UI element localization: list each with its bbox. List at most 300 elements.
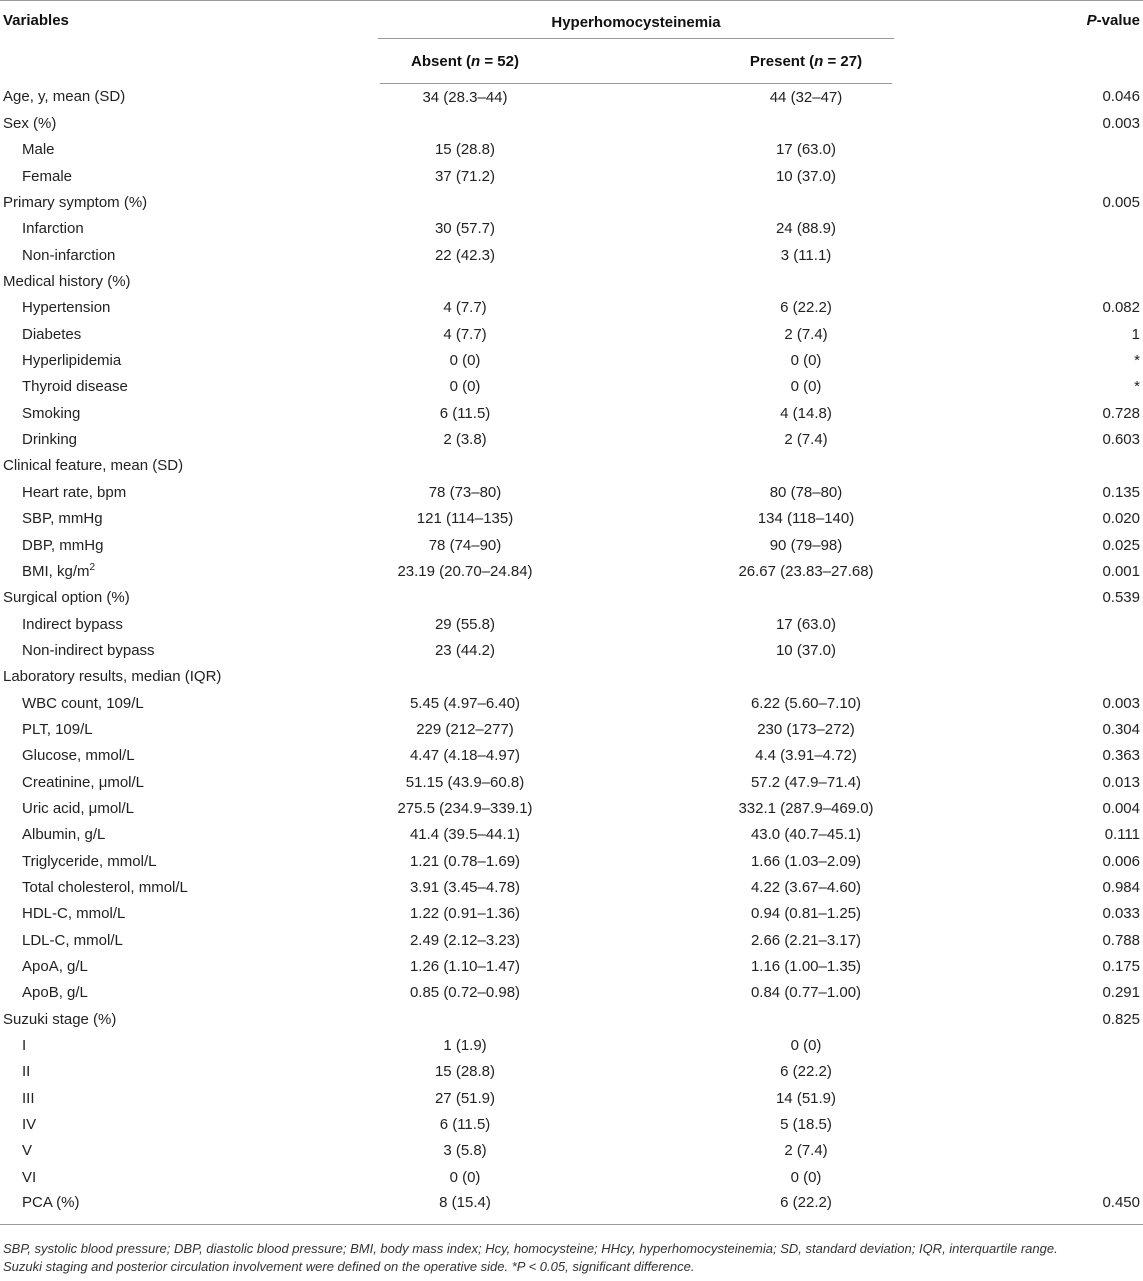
- row-present-value: 26.67 (23.83–27.68): [738, 562, 874, 580]
- table-row: [0, 690, 1143, 716]
- row-spacer: [550, 216, 720, 242]
- row-label: [0, 585, 380, 611]
- row-present-value: [720, 268, 892, 294]
- header-absent-n: n: [471, 52, 481, 70]
- row-present-value: 80 (78–80): [769, 483, 843, 501]
- row-spacer: [550, 585, 720, 611]
- row-label: [0, 137, 380, 163]
- row-label: [0, 374, 380, 400]
- row-spacer: [550, 1111, 720, 1137]
- row-label-text: LDL-C, mmol/L: [22, 931, 123, 949]
- row-spacer: [550, 137, 720, 163]
- row-present-value: 10 (37.0): [775, 641, 837, 659]
- row-label: [0, 953, 380, 979]
- table-row: [0, 321, 1143, 347]
- row-label: [0, 532, 380, 558]
- row-absent-value: 1.26 (1.10–1.47): [409, 958, 521, 976]
- row-label-text: Male: [22, 141, 55, 159]
- row-label: [0, 901, 380, 927]
- table-row: [0, 532, 1143, 558]
- row-label-text: I: [22, 1037, 27, 1055]
- table-row: [0, 743, 1143, 769]
- row-label-text: III: [22, 1089, 35, 1107]
- row-spacer: [550, 980, 720, 1006]
- header-group: [380, 1, 892, 40]
- row-absent-value: 4.47 (4.18–4.97): [409, 747, 521, 765]
- row-label-text: HDL-C, mmol/L: [22, 905, 126, 923]
- table-row: [0, 611, 1143, 637]
- row-p-value: [892, 1032, 1143, 1058]
- row-p-value: 0.001: [1102, 562, 1140, 580]
- row-spacer: [550, 532, 720, 558]
- header-absent-label: Absent (: [411, 52, 472, 70]
- table-row: [0, 558, 1143, 584]
- row-spacer: [550, 374, 720, 400]
- row-spacer: [550, 479, 720, 505]
- row-label: [0, 426, 380, 452]
- header-absent: [380, 39, 550, 84]
- table-row: [0, 110, 1143, 136]
- row-p-value: 0.033: [1102, 905, 1140, 923]
- row-p-value: *: [1134, 352, 1140, 370]
- table-row: [0, 716, 1143, 742]
- row-p-value: *: [1134, 378, 1140, 396]
- row-p-value: 0.006: [1102, 852, 1140, 870]
- table-row: [0, 506, 1143, 532]
- row-absent-value: 3.91 (3.45–4.78): [409, 878, 521, 896]
- row-absent-value: [380, 268, 550, 294]
- table-row: [0, 1006, 1143, 1032]
- table-row: [0, 874, 1143, 900]
- table-row: [0, 927, 1143, 953]
- row-absent-value: 5.45 (4.97–6.40): [409, 694, 521, 712]
- table-row: [0, 795, 1143, 821]
- row-present-value: 10 (37.0): [775, 167, 837, 185]
- table-row: [0, 1111, 1143, 1137]
- row-label: [0, 453, 380, 479]
- row-absent-value: 0.85 (0.72–0.98): [409, 984, 521, 1002]
- row-present-value: 1.66 (1.03–2.09): [750, 852, 862, 870]
- row-p-value: 0.013: [1102, 773, 1140, 791]
- row-label: [0, 980, 380, 1006]
- row-spacer: [550, 1138, 720, 1164]
- row-p-value: 0.003: [1102, 694, 1140, 712]
- row-present-value: 6.22 (5.60–7.10): [750, 694, 862, 712]
- row-label: [0, 637, 380, 663]
- row-label: [0, 874, 380, 900]
- row-p-value: 0.004: [1102, 799, 1140, 817]
- table-row: [0, 901, 1143, 927]
- table-row: [0, 769, 1143, 795]
- table-row: [0, 1085, 1143, 1111]
- row-label: [0, 1190, 380, 1225]
- row-absent-value: 15 (28.8): [434, 141, 496, 159]
- row-present-value: 0 (0): [790, 1037, 822, 1055]
- header-absent-count: = 52): [480, 52, 519, 70]
- row-label: [0, 1006, 380, 1032]
- row-present-value: [720, 585, 892, 611]
- row-label-text: VI: [22, 1168, 37, 1186]
- row-spacer: [550, 637, 720, 663]
- row-p-value: [892, 216, 1143, 242]
- header-spacer: [550, 39, 720, 84]
- row-spacer: [550, 558, 720, 584]
- row-label: [0, 664, 380, 690]
- row-present-value: 44 (32–47): [769, 88, 843, 106]
- row-spacer: [550, 822, 720, 848]
- row-p-value: 0.046: [1102, 88, 1140, 106]
- row-spacer: [550, 453, 720, 479]
- row-label: [0, 1111, 380, 1137]
- row-present-value: 332.1 (287.9–469.0): [738, 799, 874, 817]
- row-label-text: Infarction: [22, 220, 84, 238]
- row-label: [0, 769, 380, 795]
- table-row: [0, 347, 1143, 373]
- row-absent-value: [380, 664, 550, 690]
- row-absent-value: 15 (28.8): [434, 1063, 496, 1081]
- header-present-label: Present (: [749, 52, 815, 70]
- row-spacer: [550, 611, 720, 637]
- row-absent-value: 37 (71.2): [434, 167, 496, 185]
- table-row: [0, 189, 1143, 215]
- row-p-value: [892, 637, 1143, 663]
- row-spacer: [550, 506, 720, 532]
- row-p-value: [892, 1138, 1143, 1164]
- row-label: [0, 400, 380, 426]
- header-present-n: n: [814, 52, 824, 70]
- row-absent-value: 1 (1.9): [443, 1037, 487, 1055]
- row-present-value: 0.84 (0.77–1.00): [750, 984, 862, 1002]
- row-label-text: Clinical feature, mean (SD): [3, 457, 184, 475]
- row-label: [0, 690, 380, 716]
- row-absent-value: [380, 189, 550, 215]
- row-absent-value: 0 (0): [449, 378, 481, 396]
- row-present-value: 14 (51.9): [775, 1089, 837, 1107]
- row-label: [0, 242, 380, 268]
- table-row: [0, 1164, 1143, 1190]
- row-label-text: SBP, mmHg: [22, 510, 103, 528]
- row-label: [0, 295, 380, 321]
- row-p-value: 0.788: [1102, 931, 1140, 949]
- row-spacer: [550, 400, 720, 426]
- row-p-value: [892, 1059, 1143, 1085]
- row-absent-value: [380, 110, 550, 136]
- row-spacer: [550, 242, 720, 268]
- header-present-count: = 27): [823, 52, 863, 70]
- row-label: [0, 84, 380, 111]
- row-label-text: Smoking: [22, 404, 81, 422]
- table-row: [0, 980, 1143, 1006]
- table-body: [0, 84, 1143, 1225]
- row-present-value: 6 (22.2): [780, 299, 832, 317]
- table-row: [0, 84, 1143, 111]
- row-label-text: Creatinine, μmol/L: [22, 773, 145, 791]
- table-row: [0, 426, 1143, 452]
- row-label: [0, 268, 380, 294]
- row-label: [0, 1138, 380, 1164]
- row-absent-value: 27 (51.9): [434, 1089, 496, 1107]
- header-group-label: Hyperhomocysteinemia: [551, 14, 721, 31]
- row-p-value: 0.304: [1102, 720, 1140, 738]
- row-label-text: Diabetes: [22, 325, 82, 343]
- row-spacer: [550, 1085, 720, 1111]
- row-p-value: 0.025: [1102, 536, 1140, 554]
- row-present-value: 43.0 (40.7–45.1): [750, 826, 862, 844]
- row-absent-value: 2.49 (2.12–3.23): [409, 931, 521, 949]
- row-present-value: 5 (18.5): [780, 1116, 832, 1134]
- row-present-value: 57.2 (47.9–71.4): [750, 773, 862, 791]
- row-p-value: 0.539: [1102, 589, 1140, 607]
- row-absent-value: 78 (73–80): [428, 483, 502, 501]
- row-label: [0, 558, 380, 584]
- row-label-text: ApoB, g/L: [22, 984, 88, 1002]
- row-spacer: [550, 927, 720, 953]
- row-absent-value: 0 (0): [449, 352, 481, 370]
- row-p-value: 1: [1131, 325, 1140, 343]
- row-label: [0, 1164, 380, 1190]
- row-label-text: Hyperlipidemia: [22, 352, 122, 370]
- row-absent-value: [380, 585, 550, 611]
- row-p-value: 0.825: [1102, 1010, 1140, 1028]
- row-p-value: [892, 137, 1143, 163]
- row-p-value: 0.082: [1102, 299, 1140, 317]
- row-spacer: [550, 163, 720, 189]
- row-label-text: PCA (%): [22, 1194, 80, 1212]
- row-label: [0, 848, 380, 874]
- row-label-text: Medical history (%): [3, 273, 131, 291]
- row-present-value: 4.22 (3.67–4.60): [750, 878, 862, 896]
- table-row: [0, 953, 1143, 979]
- table-row: [0, 374, 1143, 400]
- row-absent-value: 51.15 (43.9–60.8): [405, 773, 525, 791]
- row-label-text: Glucose, mmol/L: [22, 747, 135, 765]
- row-present-value: 0 (0): [790, 378, 822, 396]
- row-label: [0, 1032, 380, 1058]
- row-spacer: [550, 769, 720, 795]
- header-present: [720, 39, 892, 84]
- row-label-text: Sex (%): [3, 115, 57, 133]
- row-present-value: 0.94 (0.81–1.25): [750, 905, 862, 923]
- row-label-text: Indirect bypass: [22, 615, 123, 633]
- row-absent-value: 121 (114–135): [416, 510, 514, 528]
- row-present-value: 2 (7.4): [784, 431, 828, 449]
- row-absent-value: 275.5 (234.9–339.1): [397, 799, 533, 817]
- row-absent-value: 30 (57.7): [434, 220, 496, 238]
- row-spacer: [550, 1059, 720, 1085]
- row-label-text: PLT, 109/L: [22, 720, 93, 738]
- row-label-text: WBC count, 109/L: [22, 694, 144, 712]
- row-p-value: 0.984: [1102, 878, 1140, 896]
- row-absent-value: 34 (28.3–44): [422, 88, 508, 106]
- row-absent-value: 1.21 (0.78–1.69): [409, 852, 521, 870]
- row-present-value: [720, 453, 892, 479]
- row-p-value: 0.003: [1102, 115, 1140, 133]
- table-row: [0, 163, 1143, 189]
- row-spacer: [550, 953, 720, 979]
- row-absent-value: 23 (44.2): [434, 641, 496, 659]
- row-label-text: Total cholesterol, mmol/L: [22, 878, 188, 896]
- row-p-value: 0.291: [1102, 984, 1140, 1002]
- table-row: [0, 1059, 1143, 1085]
- row-present-value: 4 (14.8): [780, 404, 832, 422]
- row-p-value: [892, 1085, 1143, 1111]
- row-p-value: 0.728: [1102, 404, 1140, 422]
- row-label: [0, 611, 380, 637]
- row-label-text: Age, y, mean (SD): [3, 88, 126, 106]
- table-row: [0, 242, 1143, 268]
- row-present-value: 2.66 (2.21–3.17): [750, 931, 862, 949]
- row-label-text: Thyroid disease: [22, 378, 128, 396]
- row-absent-value: 1.22 (0.91–1.36): [409, 905, 521, 923]
- row-p-value: 0.175: [1102, 958, 1140, 976]
- row-spacer: [550, 189, 720, 215]
- row-label-text: Albumin, g/L: [22, 826, 106, 844]
- table-row: [0, 295, 1143, 321]
- row-p-value: 0.135: [1102, 483, 1140, 501]
- row-p-value: [892, 163, 1143, 189]
- row-spacer: [550, 743, 720, 769]
- table-row: [0, 1138, 1143, 1164]
- row-present-value: 2 (7.4): [784, 1142, 828, 1160]
- header-pvalue-p: P: [1086, 12, 1097, 29]
- row-present-value: 6 (22.2): [780, 1063, 832, 1081]
- row-absent-value: 6 (11.5): [439, 404, 491, 422]
- row-p-value: [892, 242, 1143, 268]
- table-row: [0, 268, 1143, 294]
- row-label-text: Surgical option (%): [3, 589, 130, 607]
- row-spacer: [550, 664, 720, 690]
- row-present-value: 6 (22.2): [720, 1190, 892, 1225]
- footnote-line-2: Suzuki staging and posterior circulation involvement were defined on the operative side. *P < 0.05, significant difference.: [3, 1259, 695, 1274]
- row-absent-value: 23.19 (20.70–24.84): [397, 562, 533, 580]
- row-label-text: Non-infarction: [22, 246, 116, 264]
- row-label-text: Non-indirect bypass: [22, 641, 155, 659]
- table-row: [0, 637, 1143, 663]
- row-p-value: [892, 453, 1143, 479]
- row-p-value: 0.005: [1102, 194, 1140, 212]
- row-spacer: [550, 795, 720, 821]
- row-label: [0, 927, 380, 953]
- row-label-text: Primary symptom (%): [3, 194, 148, 212]
- table-row: [0, 1190, 1143, 1225]
- row-present-value: 230 (173–272): [757, 720, 855, 738]
- row-label-text: Drinking: [22, 431, 78, 449]
- row-label-text: Uric acid, μmol/L: [22, 799, 135, 817]
- row-absent-value: 3 (5.8): [443, 1142, 487, 1160]
- row-present-value: 134 (118–140): [757, 510, 855, 528]
- row-spacer: [550, 321, 720, 347]
- row-p-value: 0.363: [1102, 747, 1140, 765]
- table-row: [0, 400, 1143, 426]
- row-label: [0, 1059, 380, 1085]
- row-label: [0, 795, 380, 821]
- row-present-value: 90 (79–98): [769, 536, 843, 554]
- row-spacer: [550, 1164, 720, 1190]
- row-label-text: II: [22, 1063, 31, 1081]
- row-label: [0, 479, 380, 505]
- row-p-value: [892, 664, 1143, 690]
- row-label: [0, 822, 380, 848]
- row-p-value: 0.603: [1102, 431, 1140, 449]
- table-row: [0, 216, 1143, 242]
- row-label-superscript: 2: [89, 561, 96, 573]
- row-spacer: [550, 84, 720, 111]
- row-absent-value: 2 (3.8): [443, 431, 487, 449]
- table-row: [0, 137, 1143, 163]
- row-spacer: [550, 1006, 720, 1032]
- row-p-value: [892, 611, 1143, 637]
- row-spacer: [550, 690, 720, 716]
- row-label: [0, 506, 380, 532]
- row-label-text: Suzuki stage (%): [3, 1010, 117, 1028]
- row-label-text: BMI, kg/m: [22, 562, 90, 580]
- row-present-value: 0 (0): [790, 1168, 822, 1186]
- row-label: [0, 216, 380, 242]
- row-label-text: Heart rate, bpm: [22, 483, 127, 501]
- row-present-value: 0 (0): [790, 352, 822, 370]
- row-absent-value: 4 (7.7): [443, 299, 487, 317]
- row-present-value: [720, 110, 892, 136]
- row-label: [0, 716, 380, 742]
- row-present-value: 2 (7.4): [784, 325, 828, 343]
- header-pvalue-rest: -value: [1096, 12, 1140, 29]
- row-absent-value: 29 (55.8): [434, 615, 496, 633]
- row-absent-value: 4 (7.7): [443, 325, 487, 343]
- row-spacer: [550, 347, 720, 373]
- row-present-value: [720, 664, 892, 690]
- row-present-value: 17 (63.0): [775, 141, 837, 159]
- row-spacer: [550, 848, 720, 874]
- table-header: [0, 1, 1143, 84]
- row-present-value: 24 (88.9): [775, 220, 837, 238]
- row-label: [0, 189, 380, 215]
- row-present-value: 4.4 (3.91–4.72): [755, 747, 857, 765]
- row-p-value: 0.111: [1104, 826, 1140, 844]
- row-absent-value: [380, 453, 550, 479]
- row-spacer: [550, 874, 720, 900]
- row-absent-value: 0 (0): [449, 1168, 481, 1186]
- row-label: [0, 1085, 380, 1111]
- header-variables: Variables: [0, 1, 380, 84]
- table-row: [0, 822, 1143, 848]
- row-spacer: [550, 295, 720, 321]
- row-p-value: [892, 1164, 1143, 1190]
- table-row: [0, 453, 1143, 479]
- table-row: [0, 479, 1143, 505]
- table-row: [0, 664, 1143, 690]
- row-label: [0, 321, 380, 347]
- row-label: [0, 347, 380, 373]
- footnote-line-1: SBP, systolic blood pressure; DBP, diastolic blood pressure; BMI, body mass index; Hcy, homocysteine; HHcy, hyperhomocysteinemia; SD, standard deviation; IQR, interquartile range.: [3, 1241, 1058, 1256]
- row-label-text: Laboratory results, median (IQR): [3, 668, 222, 686]
- row-present-value: [720, 189, 892, 215]
- header-pvalue: [892, 1, 1143, 84]
- table-row: [0, 1032, 1143, 1058]
- row-label: [0, 743, 380, 769]
- row-label-text: ApoA, g/L: [22, 958, 88, 976]
- row-present-value: 1.16 (1.00–1.35): [750, 958, 862, 976]
- row-absent-value: 78 (74–90): [428, 536, 502, 554]
- row-absent-value: 229 (212–277): [416, 720, 514, 738]
- row-label: [0, 110, 380, 136]
- row-label-text: V: [22, 1142, 33, 1160]
- row-absent-value: 6 (11.5): [439, 1116, 491, 1134]
- row-label-text: IV: [22, 1116, 37, 1134]
- row-spacer: [550, 1190, 720, 1225]
- row-absent-value: 22 (42.3): [434, 246, 496, 264]
- table-footnote: [3, 1240, 1141, 1276]
- row-label-text: Triglyceride, mmol/L: [22, 852, 157, 870]
